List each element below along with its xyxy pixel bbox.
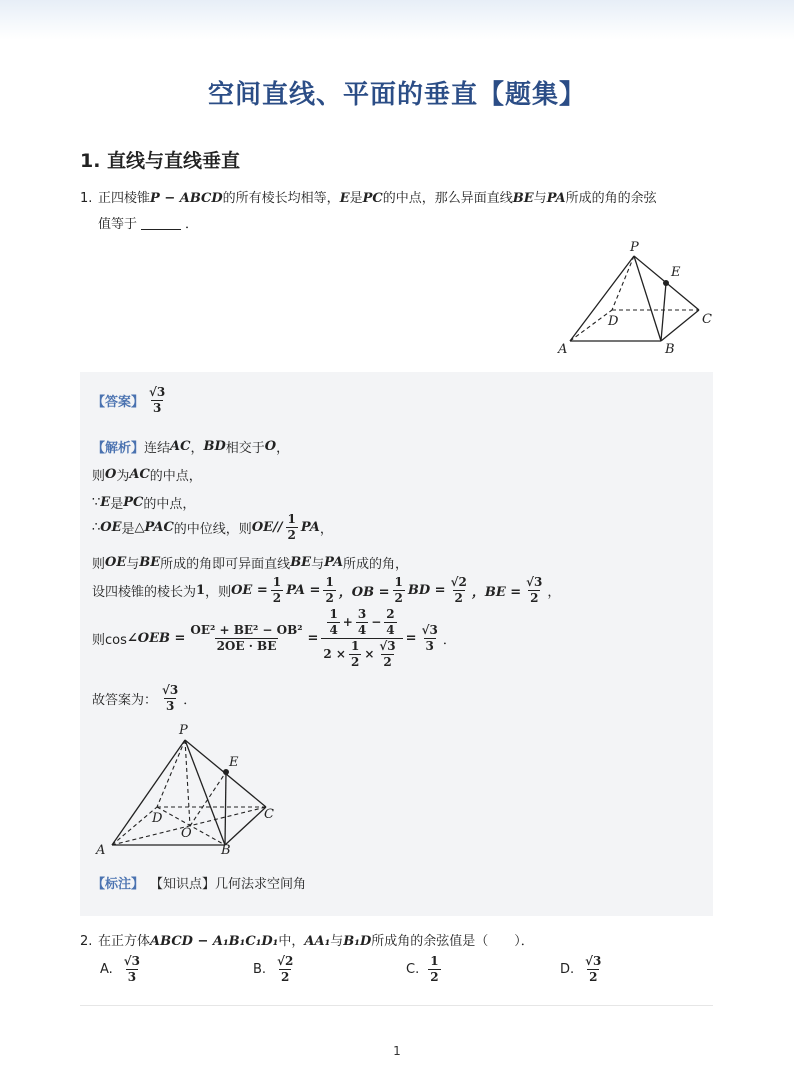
label-E: E [671, 265, 681, 280]
analysis-line-8: 故答案为： $\frac{√3}{3}$ ． [92, 683, 197, 713]
q1-text: ． [185, 217, 199, 232]
note-text: 【知识点】几何法求空间角 [150, 877, 307, 892]
analysis-line-7: 则cos ∠OEB = $\frac{\text{OE² + BE² − OB²}}{2OE \cdot BE}$ = $\frac{1}{4}$ + $\frac{3}{4}$ − $\frac{2}{4}$ 2 × $\frac{1}{2}$ × $\frac{√3}{2}$ = $\frac{√3}{3}$ ． [92, 607, 456, 669]
q1-text: 正四棱锥 [98, 191, 151, 206]
analysis-line-3: ∵ E 是 PC 的中点， [92, 495, 196, 512]
label-D: D [152, 811, 163, 826]
question-number: 2. [80, 934, 93, 949]
label-A: A [96, 843, 106, 858]
fraction: $\frac{1}{2}$ [287, 512, 296, 542]
note-line [92, 873, 306, 892]
answer-blank [141, 215, 181, 230]
q1-math: P − ABCD [150, 191, 223, 206]
label-C: C [264, 807, 274, 822]
analysis-line-1: 【解析】 连结 AC ， BD 相交于 O ， [92, 439, 290, 456]
option-d[interactable]: D. $\frac{√3}{2}$ [560, 954, 602, 984]
question-2: 2. 在正方体ABCD − A₁B₁C₁D₁中，AA₁与B₁D所成角的余弦值是（ ）． [80, 934, 534, 949]
label-B: B [221, 843, 231, 858]
header-band [0, 0, 794, 40]
pyramid-figure [550, 238, 720, 364]
label-D: D [608, 314, 619, 329]
q1-text: 所成的角的余弦 [565, 191, 657, 206]
label-P: P [179, 723, 188, 738]
option-a[interactable]: A. $\frac{√3}{3}$ [100, 954, 141, 984]
q1-math: BE [512, 191, 534, 206]
label-E: E [229, 755, 239, 770]
analysis-line-4: ∴ OE 是 △PAC 的中位线，则 OE// $\frac{1}{2}$ PA ， [92, 512, 333, 542]
question-number: 1. [80, 191, 93, 206]
q1-text: 的所有棱长均相等， [222, 191, 340, 206]
option-c[interactable]: C. $\frac{1}{2}$ [406, 954, 439, 984]
q1-math: PA [546, 191, 566, 206]
analysis-line-6: 设四棱锥的棱长为 1 ，则 OE = $\frac{1}{2}$ PA = $\frac{1}{2}$ ，OB = $\frac{1}{2}$ BD = $\frac{√2}{2}$ ，BE = $\frac{√3}{2}$ ， [92, 575, 561, 605]
q1-text: 与 [533, 191, 547, 206]
answer-line [92, 386, 170, 415]
option-b[interactable]: B. $\frac{√2}{2}$ [253, 954, 294, 984]
analysis-line-2: 则 O 为 AC 的中点， [92, 467, 202, 484]
q1-math: E [339, 191, 350, 206]
q1-text: 是 [349, 191, 363, 206]
section-title: 1. 直线与直线垂直 [80, 150, 241, 172]
divider [80, 1005, 713, 1006]
label-A: A [558, 342, 568, 357]
pyramid-figure-solution [92, 720, 292, 864]
label-P: P [630, 240, 639, 255]
page-number: 1 [393, 1044, 401, 1058]
answer-tag: 【答案】 [92, 395, 145, 410]
q1-math: PC [362, 191, 383, 206]
label-O: O [181, 826, 192, 841]
q1-text: 值等于 [98, 217, 138, 232]
q1-text: 的中点，那么异面直线 [382, 191, 513, 206]
question-1 [80, 186, 720, 238]
note-tag: 【标注】 [92, 877, 145, 892]
analysis-line-5: 则 OE 与 BE 所成的角即可异面直线 BE 与 PA 所成的角， [92, 555, 409, 572]
page-title: 空间直线、平面的垂直【题集】 [207, 80, 586, 110]
label-B: B [665, 342, 675, 357]
label-C: C [702, 312, 712, 327]
fraction: $\frac{√3}{3}$ [149, 385, 166, 415]
analysis-tag: 【解析】 [92, 441, 145, 456]
